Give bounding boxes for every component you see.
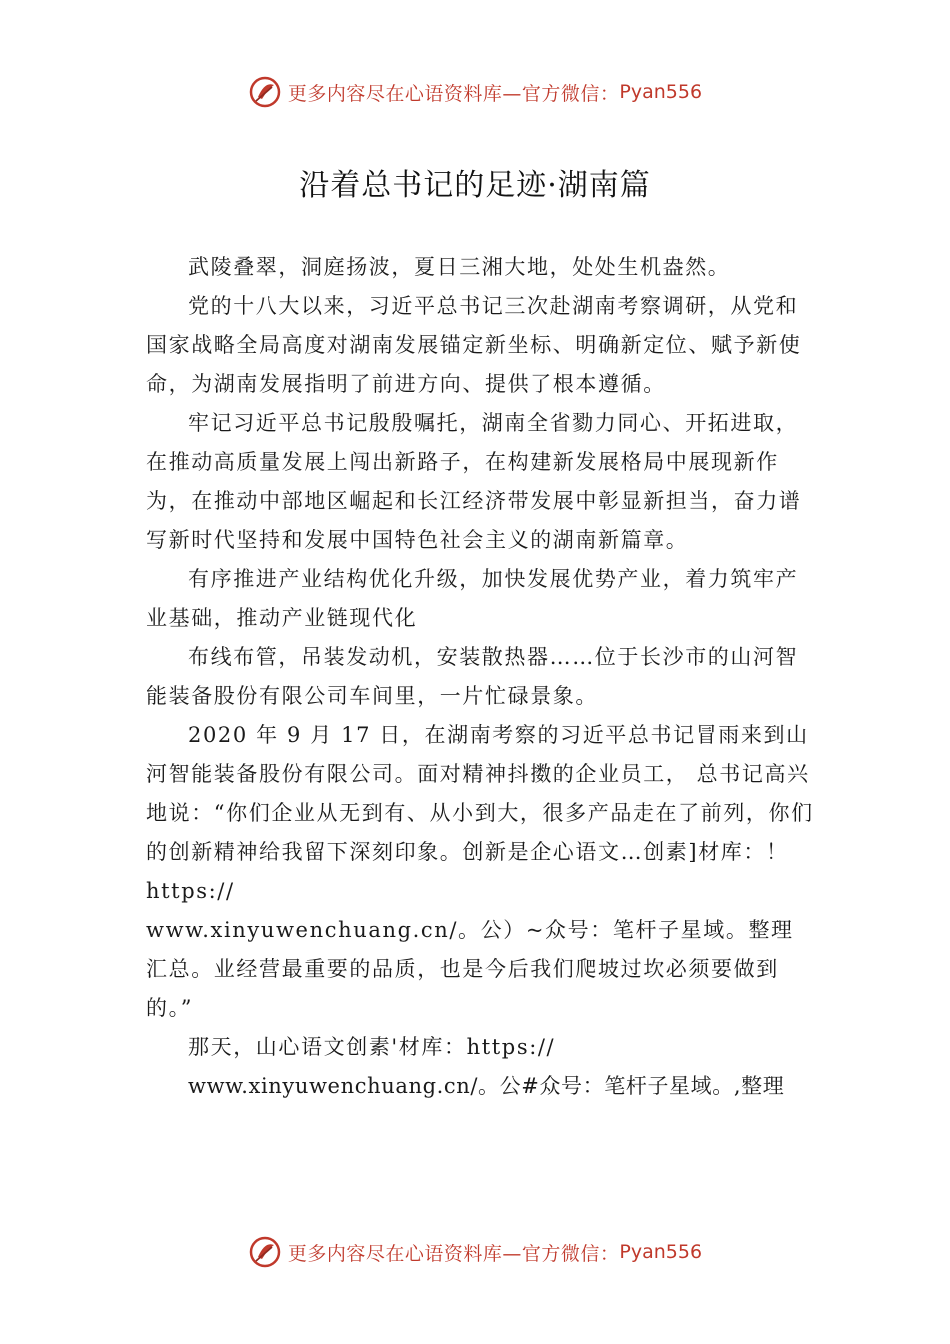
page-title: 沿着总书记的足迹·湖南篇 [299, 168, 651, 203]
banner-wechat-id: Pyan556 [619, 1241, 703, 1263]
header-banner [0, 72, 950, 112]
banner-text: 更多内容尽在心语资料库—官方微信： [287, 1242, 620, 1265]
paragraph: 武陵叠翠，洞庭扬波，夏日三湘大地，处处生机盎然。 [188, 255, 731, 279]
paragraph: 2020 年 9 月 17 日，在湖南考察的习近平总书记冒雨来到山河智能装备股份有限公司。面对精神抖擞的企业员工， 总书记高兴地说：“你们企业从无到有、从小到大，很多产品走在了前列，你们的创新精神给我留下深刻印象。创新是企心语文…创素]材库：！https:// [146, 723, 814, 903]
banner-text: 更多内容尽在心语资料库—官方微信： [287, 82, 620, 105]
logo-icon [248, 75, 282, 109]
paragraph: 有序推进产业结构优化升级，加快发展优势产业，着力筑牢产业基础，推动产业链现代化 [146, 567, 799, 630]
paragraph: 牢记习近平总书记殷殷嘱托，湖南全省勠力同心、开拓进取，在推动高质量发展上闯出新路子，在构建新发展格局中展现新作为，在推动中部地区崛起和长江经济带发展中彰显新担当，奋力谱写新时代坚持和发展中国特色社会主义的湖南新篇章。 [146, 411, 802, 552]
footer-banner [0, 1232, 950, 1272]
article-body [146, 248, 816, 1106]
paragraph: www.xinyuwenchuang.cn/。公#众号：笔杆子星域。,整理 [188, 1074, 785, 1098]
paragraph: 布线布管，吊装发动机，安装散热器……位于长沙市的山河智能装备股份有限公司车间里，一片忙碌景象。 [146, 645, 799, 708]
paragraph: www.xinyuwenchuang.cn/。公）~众号：笔杆子星域。整理汇总。业经营最重要的品质，也是今后我们爬坡过坎必须要做到的。” [146, 918, 794, 1020]
paragraph: 党的十八大以来，习近平总书记三次赴湖南考察调研，从党和国家战略全局高度对湖南发展锚定新坐标、明确新定位、赋予新使命，为湖南发展指明了前进方向、提供了根本遵循。 [146, 294, 802, 396]
banner-wechat-id: Pyan556 [619, 81, 703, 103]
paragraph: 那天，山心语文创素'材库：https:// [188, 1035, 556, 1059]
logo-icon [248, 1235, 282, 1269]
